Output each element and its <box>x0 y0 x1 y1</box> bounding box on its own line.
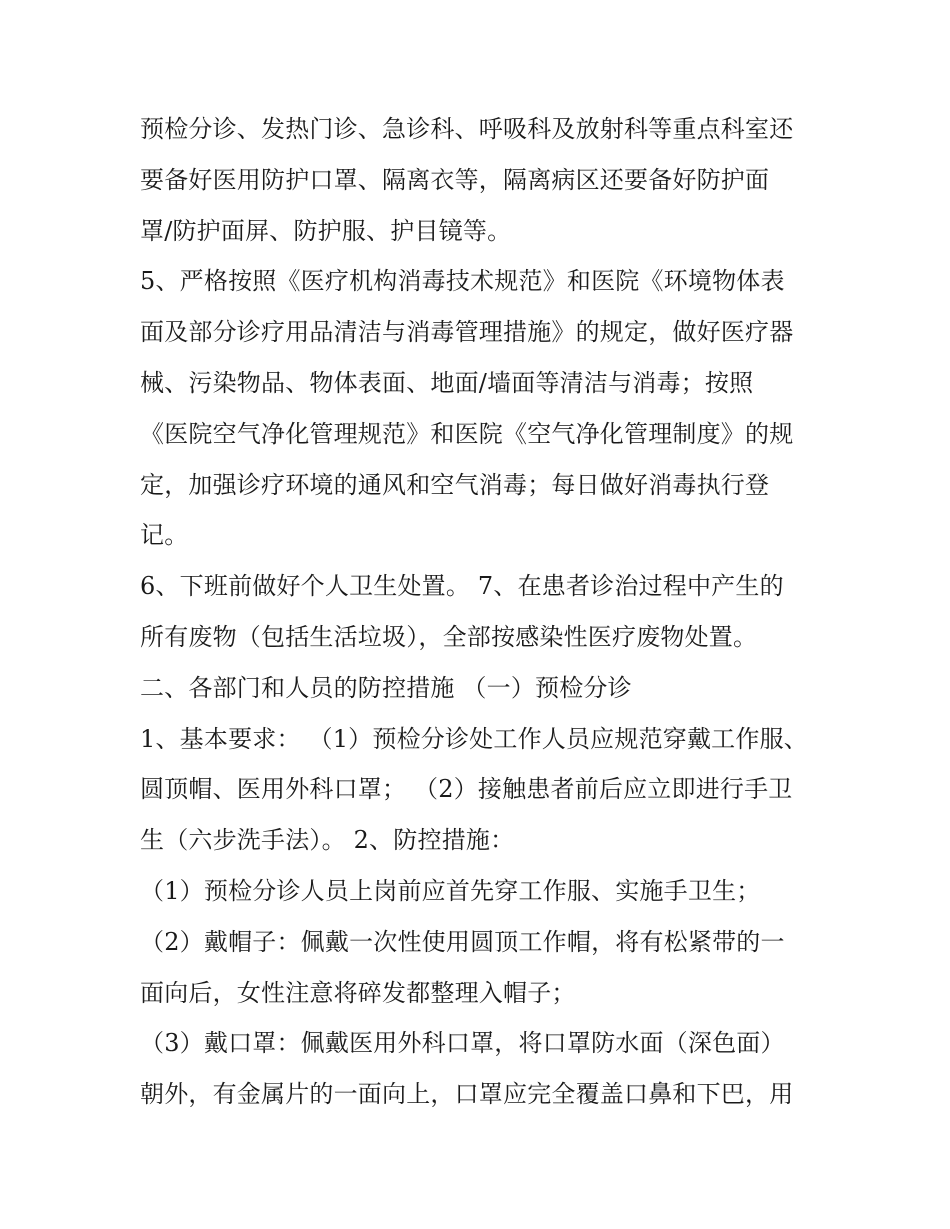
text-line: 面向后，女性注意将碎发都整理入帽子； <box>140 978 576 1007</box>
text-line: 要备好医用防护口罩、隔离衣等，隔离病区还要备好防护面 <box>140 165 770 194</box>
text-line: 所有废物（包括生活垃圾），全部按感染性医疗废物处置。 <box>140 622 758 651</box>
text-line: 记。 <box>140 521 189 550</box>
text-line: 圆顶帽、医用外科口罩； （2）接触患者前后应立即进行手卫 <box>140 775 793 804</box>
text-line: 定，加强诊疗环境的通风和空气消毒；每日做好消毒执行登 <box>140 470 770 499</box>
text-line: 生（六步洗手法）。 2、防控措施： <box>140 826 515 855</box>
text-line: 械、污染物品、物体表面、地面/墙面等清洁与消毒；按照 <box>140 368 754 397</box>
document-body <box>140 104 830 1120</box>
section-heading: 二、各部门和人员的防控措施 （一）预检分诊 <box>140 673 632 702</box>
text-line: 朝外，有金属片的一面向上，口罩应完全覆盖口鼻和下巴，用 <box>140 1080 794 1109</box>
text-line: 预检分诊、发热门诊、急诊科、呼吸科及放射科等重点科室还 <box>140 115 794 143</box>
text-line: （3）戴口罩：佩戴医用外科口罩，将口罩防水面（深色面） <box>140 1029 785 1058</box>
text-line: 5、严格按照《医疗机构消毒技术规范》和医院《环境物体表 <box>140 267 785 296</box>
text-line: 《医院空气净化管理规范》和医院《空气净化管理制度》的规 <box>140 419 794 448</box>
text-line: （2）戴帽子：佩戴一次性使用圆顶工作帽，将有松紧带的一 <box>140 927 785 956</box>
text-line: 罩/防护面屏、防护服、护目镜等。 <box>140 216 512 245</box>
text-line: 6、下班前做好个人卫生处置。 7、在患者诊治过程中产生的 <box>140 572 784 601</box>
text-line: （1）预检分诊人员上岗前应首先穿工作服、实施手卫生； <box>140 876 761 905</box>
text-line: 面及部分诊疗用品清洁与消毒管理措施》的规定，做好医疗器 <box>140 318 794 347</box>
text-line: 1、基本要求： （1）预检分诊处工作人员应规范穿戴工作服、 <box>140 724 808 753</box>
